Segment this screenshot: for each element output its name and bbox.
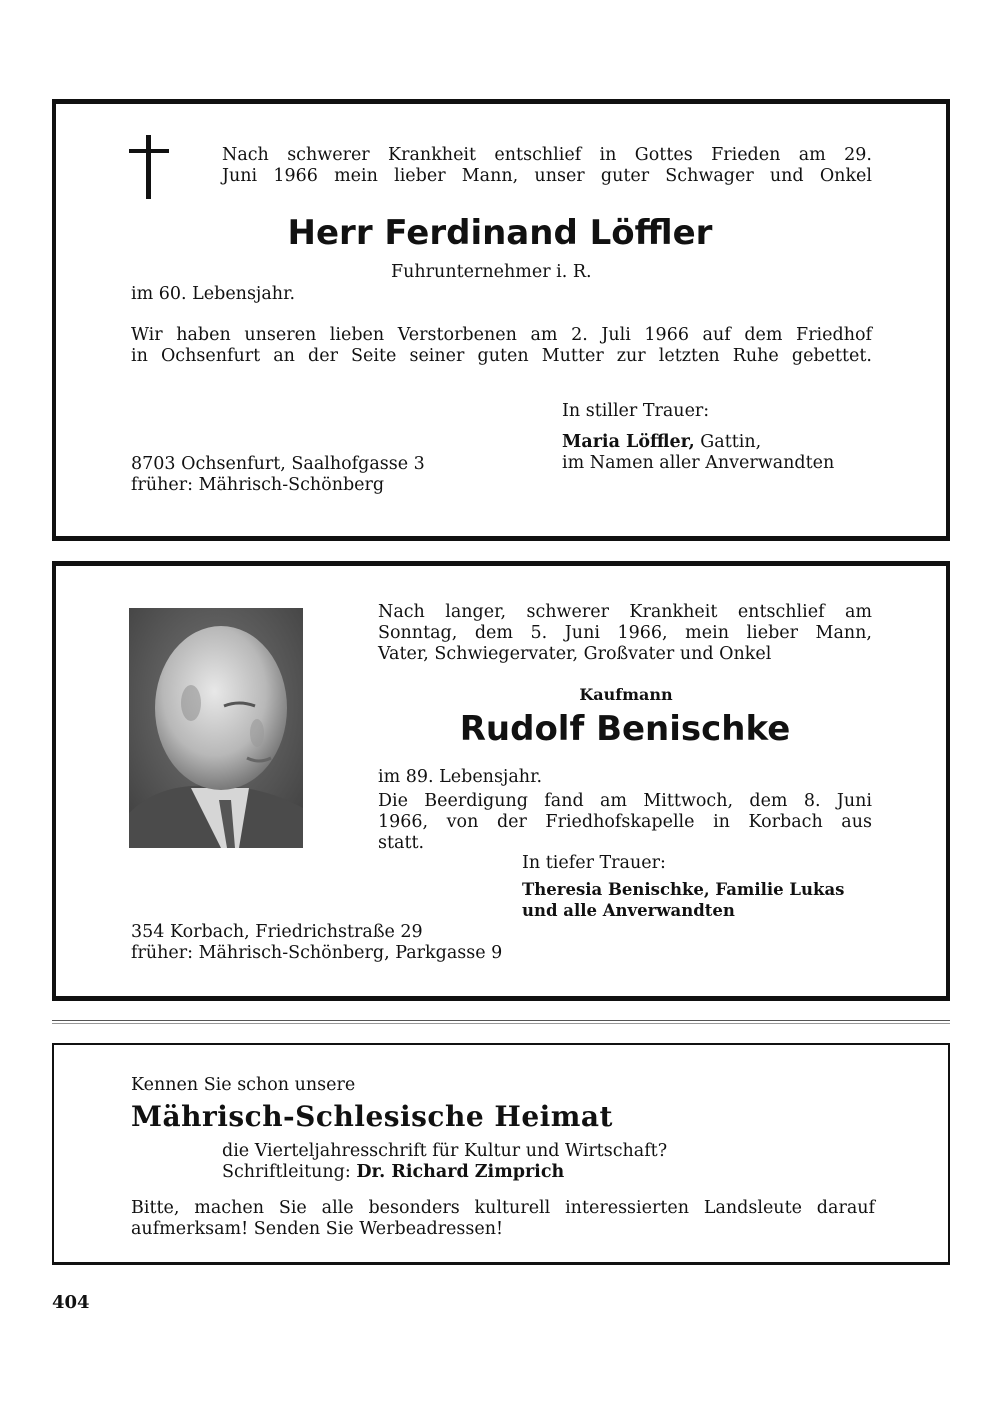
notice2-funeral-line3: statt.	[378, 833, 425, 853]
ad-editor-name: Dr. Richard Zimprich	[356, 1162, 565, 1182]
ad-appeal-line2: aufmerksam! Senden Sie Werbeadressen!	[131, 1219, 504, 1239]
ad-title: Mährisch-Schlesische Heimat	[131, 1100, 613, 1133]
notice1-age: im 60. Lebensjahr.	[131, 284, 296, 304]
notice1-mourner-role: Gattin,	[700, 432, 762, 452]
notice2-mourners-line2: und alle Anverwandten	[522, 901, 735, 920]
notice1-intro-line1: Nach schwerer Krankheit entschlief in Gottes Frieden am 29.	[222, 145, 872, 165]
notice1-mourning: In stiller Trauer:	[562, 401, 710, 421]
cross-icon	[127, 135, 171, 199]
notice1-address-line2: früher: Mährisch-Schönberg	[131, 475, 385, 495]
notice2-address-line1: 354 Korbach, Friedrichstraße 29	[131, 922, 423, 942]
ad-editor-label: Schriftleitung:	[222, 1162, 351, 1182]
notice2-address-line2: früher: Mährisch-Schönberg, Parkgasse 9	[131, 943, 503, 963]
separator-line	[52, 1023, 950, 1024]
notice2-age: im 89. Lebensjahr.	[378, 767, 543, 787]
notice2-intro-line2: Sonntag, dem 5. Juni 1966, mein lieber Mann,	[378, 623, 872, 643]
notice1-address-line1: 8703 Ochsenfurt, Saalhofgasse 3	[131, 454, 425, 474]
notice2-mourning: In tiefer Trauer:	[522, 853, 666, 873]
ad-editor	[222, 1162, 564, 1183]
notice1-mourner-name: Maria Löffler,	[562, 432, 695, 452]
notice1-burial-line1: Wir haben unseren lieben Verstorbenen am 2. Juli 1966 auf dem Friedhof	[131, 325, 872, 345]
notice2-mourners-line1: Theresia Benischke, Familie Lukas	[522, 880, 845, 899]
ad-line2: die Vierteljahresschrift für Kultur und Wirtschaft?	[222, 1141, 668, 1161]
notice1-occupation: Fuhrunternehmer i. R.	[391, 262, 592, 282]
ad-appeal-line1: Bitte, machen Sie alle besonders kulturell interessierten Landsleute darauf	[131, 1198, 875, 1218]
page-number: 404	[52, 1292, 90, 1313]
notice1-mourner-line2: im Namen aller Anverwandten	[562, 453, 835, 473]
notice2-intro-line3: Vater, Schwiegervater, Großvater und Onkel	[378, 644, 772, 664]
notice2-funeral-line2: 1966, von der Friedhofskapelle in Korbach aus	[378, 812, 872, 832]
portrait-photo	[129, 608, 303, 848]
notice2-title: Kaufmann	[579, 685, 673, 704]
notice2-intro-line1: Nach langer, schwerer Krankheit entschlief am	[378, 602, 872, 622]
notice1-burial-line2: in Ochsenfurt an der Seite seiner guten Mutter zur letzten Ruhe gebettet.	[131, 346, 872, 366]
ad-line1: Kennen Sie schon unsere	[131, 1075, 356, 1095]
separator-line	[52, 1020, 950, 1021]
notice1-name: Herr Ferdinand Löffler	[287, 213, 713, 253]
notice1-mourner	[562, 432, 761, 453]
notice2-name: Rudolf Benischke	[459, 709, 791, 749]
notice1-intro-line2: Juni 1966 mein lieber Mann, unser guter Schwager und Onkel	[222, 166, 872, 186]
notice2-funeral-line1: Die Beerdigung fand am Mittwoch, dem 8. Juni	[378, 791, 872, 811]
